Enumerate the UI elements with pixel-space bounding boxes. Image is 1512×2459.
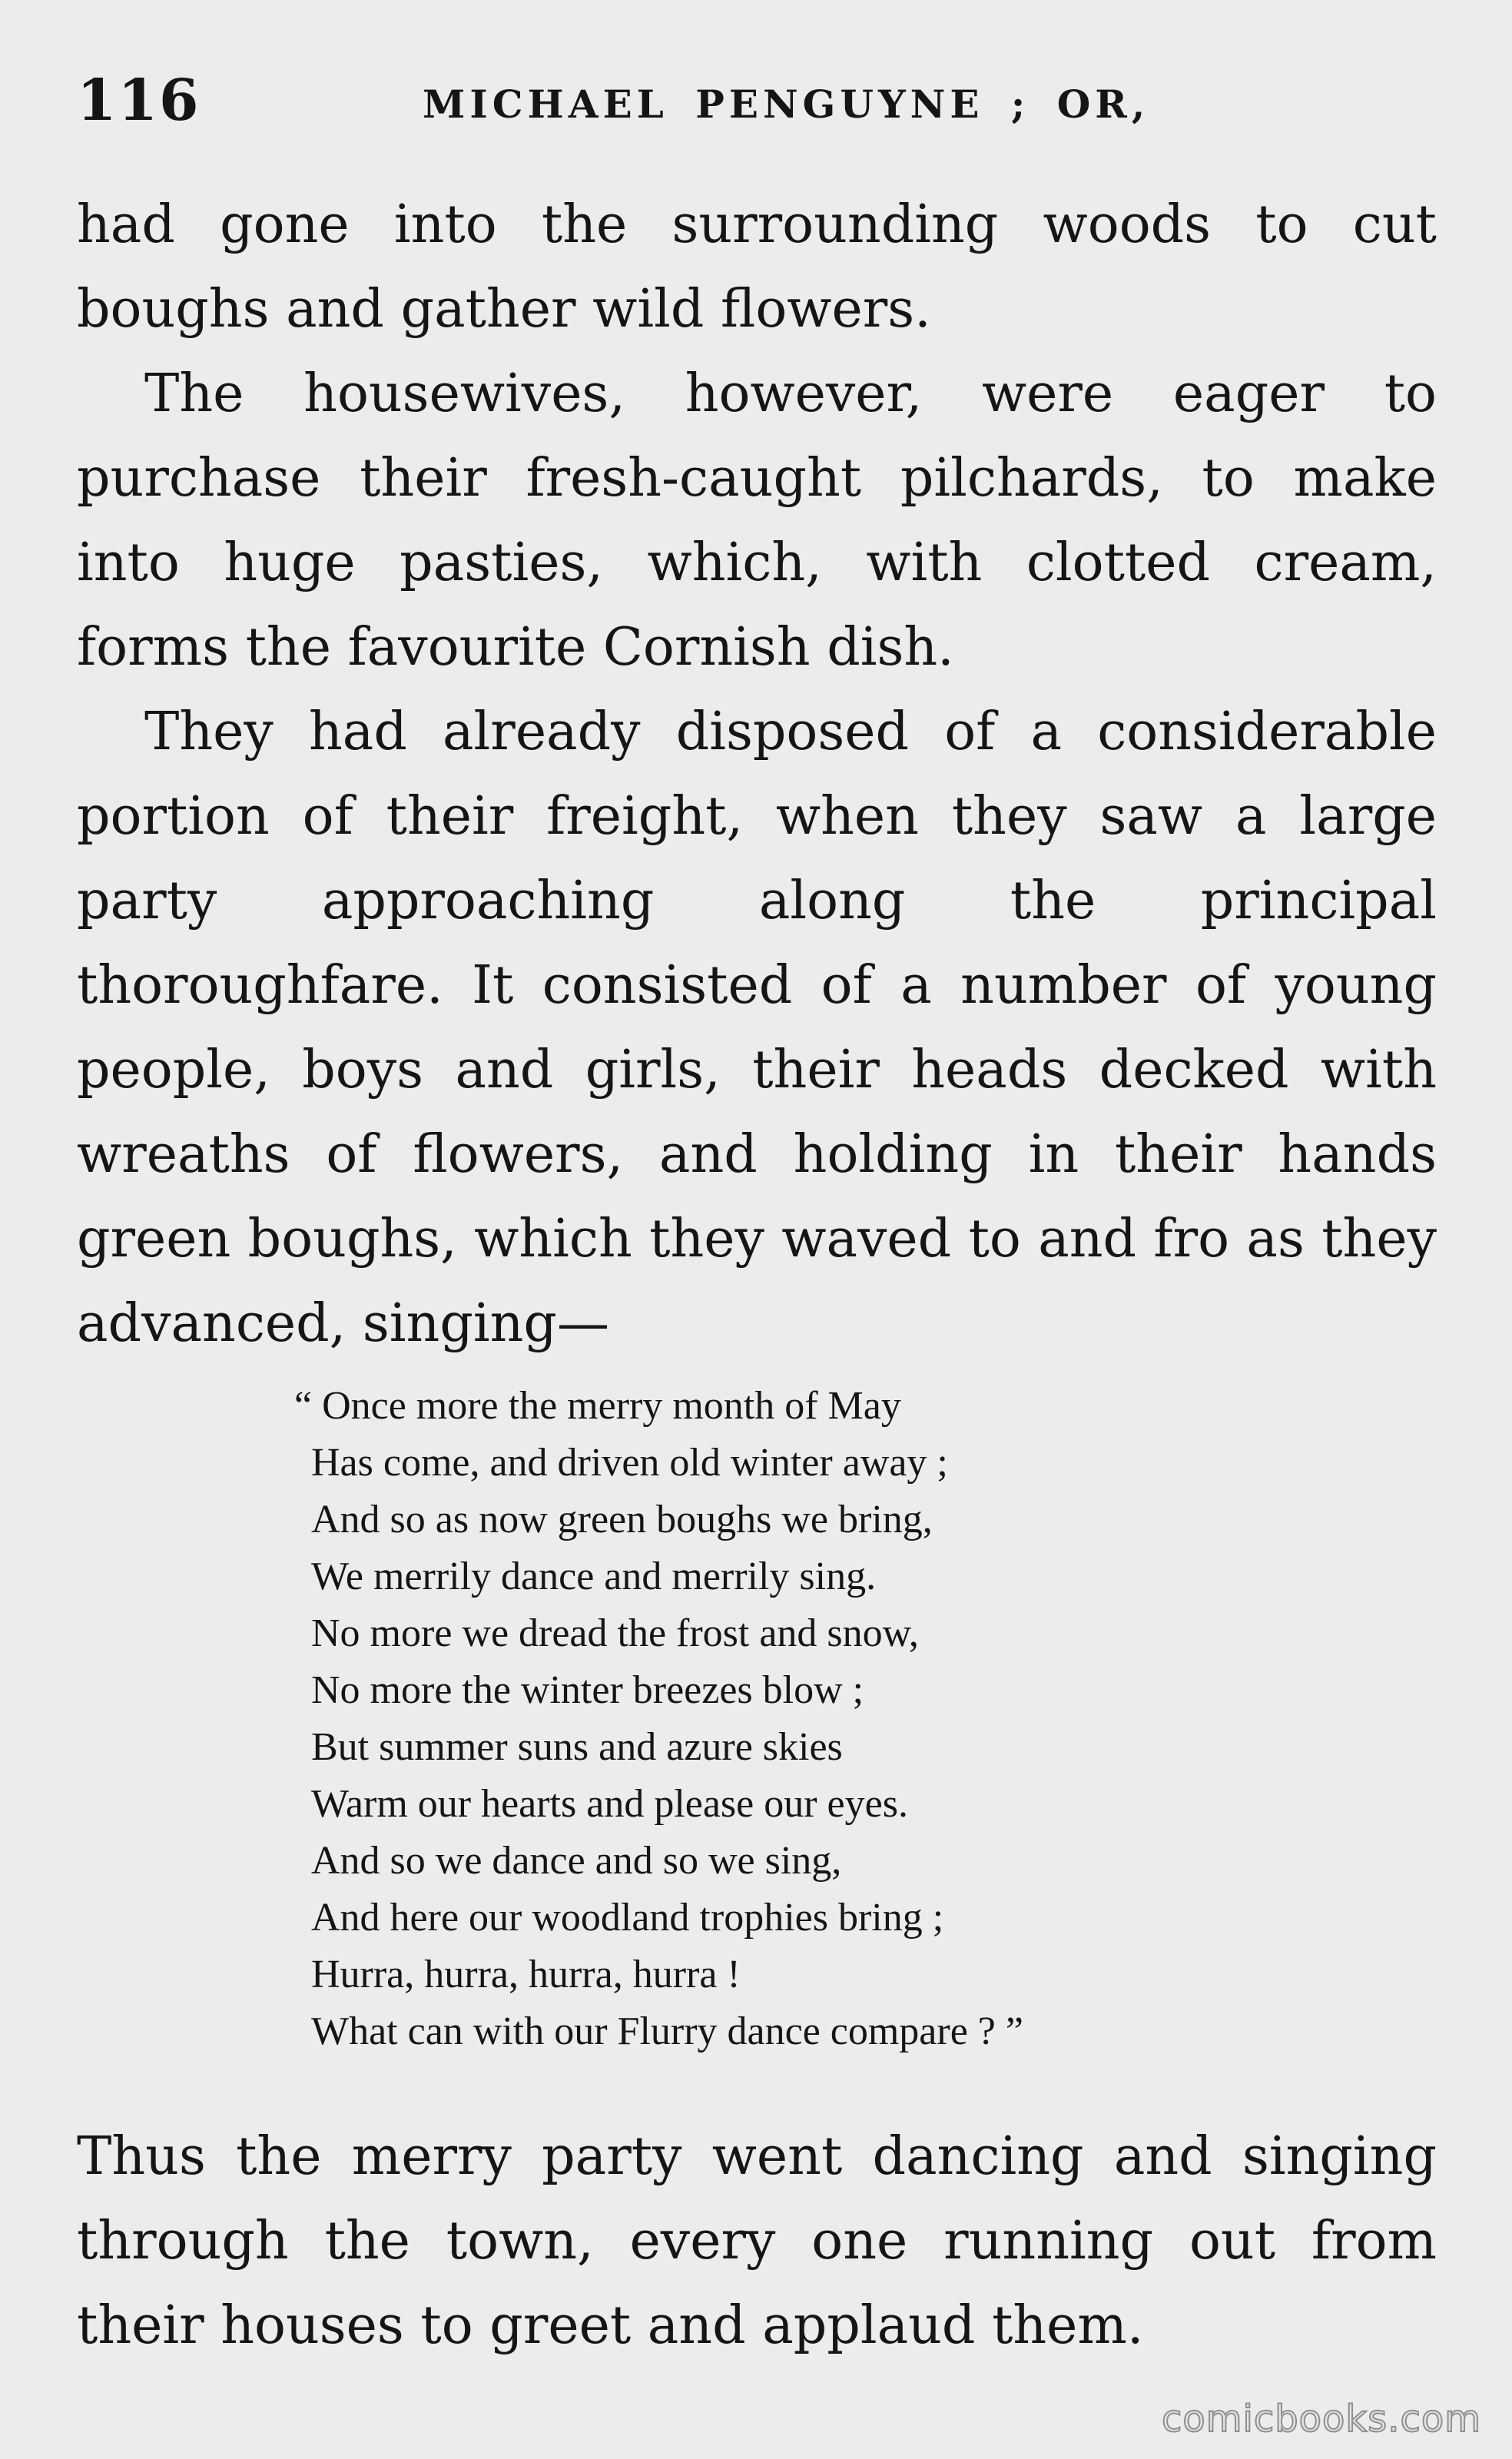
running-head: MICHAEL PENGUYNE ; OR, — [423, 81, 1150, 127]
paragraph-housewives: The housewives, however, were eager to purchase their fresh-caught pilchards, to make into huge pasties, which, with clotted cream, forms the favourite Cornish dish. — [77, 363, 1437, 678]
poem-line: No more the winter breezes blow ; — [311, 1668, 864, 1712]
closing-text — [77, 2115, 1437, 2368]
paragraph-continuation: had gone into the surrounding woods to cut boughs and gather wild flowers. — [77, 194, 1437, 340]
poem-line: But summer suns and azure skies — [311, 1725, 843, 1769]
body-text — [77, 183, 1437, 1366]
poem-line: Hurra, hurra, hurra, hurra ! — [311, 1953, 741, 1996]
page-number: 116 — [77, 68, 201, 134]
poem-line: We merrily dance and merrily sing. — [311, 1555, 877, 1598]
poem-line: “ Once more the merry month of May — [294, 1384, 901, 1428]
poem-line: And here our woodland trophies bring ; — [311, 1896, 944, 1940]
poem-line: Warm our hearts and please our eyes. — [311, 1782, 908, 1826]
poem-line: No more we dread the frost and snow, — [311, 1611, 919, 1655]
poem-line: Has come, and driven old winter away ; — [311, 1441, 948, 1485]
poem-line: What can with our Flurry dance compare ? ” — [311, 2009, 1023, 2053]
paragraph-party: They had already disposed of a considerable portion of their freight, when they saw a large party approaching along the principal thoroughfare. It consisted of a number of young people, boys and girls, their heads decked with wreaths of flowers, and holding in their hands green boughs, which they waved to and fro as they advanced, singing— — [77, 702, 1437, 1354]
watermark: comicbooks.com — [1161, 2398, 1481, 2441]
paragraph-closing: Thus the merry party went dancing and singing through the town, every one running out from their houses to greet and applaud them. — [77, 2126, 1437, 2356]
poem-line: And so we dance and so we sing, — [311, 1839, 842, 1883]
poem-verse — [294, 1378, 1272, 2060]
page-header — [77, 68, 1444, 137]
poem-line: And so as now green boughs we bring, — [311, 1498, 933, 1541]
